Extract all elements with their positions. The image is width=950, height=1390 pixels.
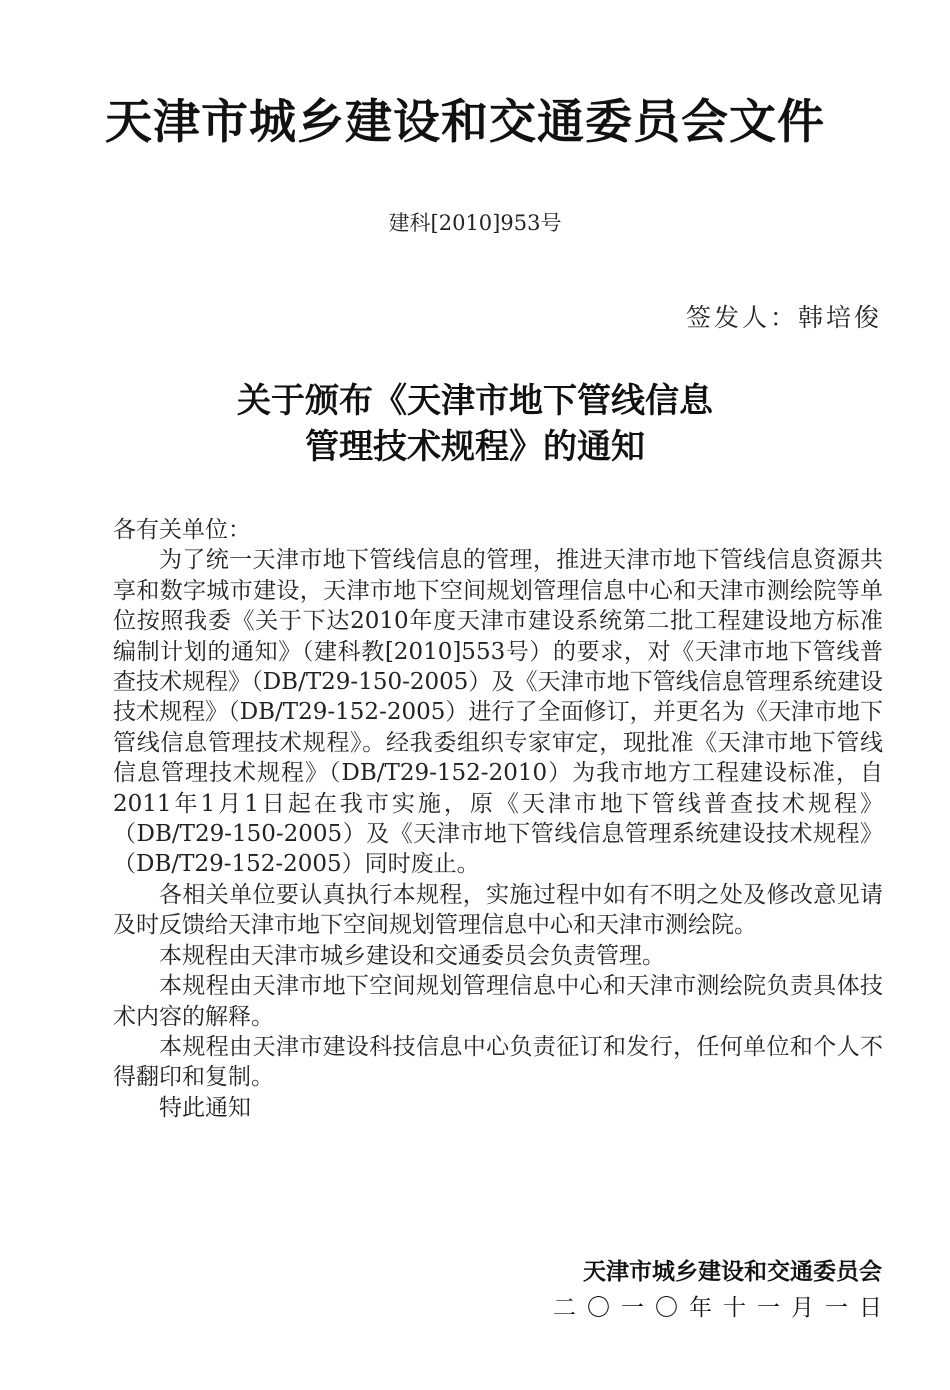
body-paragraph: 本规程由天津市地下空间规划管理信息中心和天津市测绘院负责具体技术内容的解释。: [113, 973, 883, 1030]
body-paragraph: 为了统一天津市地下管线信息的管理，推进天津市地下管线信息资源共享和数字城市建设，天津市地下空间规划管理信息中心和天津市测绘院等单位按照我委《关于下达2010年度天津市建设系统第二批工程建设地方标准编制计划的通知》（建科教[2010]553号）的要求，对《天津市地下管线普查技术规程》（DB/T29-150-2005）及《天津市地下管线信息管理系统建设技术规程》（DB/T29-152-2005）进行了全面修订，并更名为《天津市地下管线信息管理技术规程》。经我委组织专家审定，现批准《天津市地下管线信息管理技术规程》（DB/T29-152-2010）为我市地方工程建设标准，自2011年1月1日起在我市实施，原《天津市地下管线普查技术规程》（DB/T29-150-2005）及《天津市地下管线信息管理系统建设技术规程》（DB/T29-152-2005）同时废止。: [113, 547, 883, 878]
issuing-organization: 天津市城乡建设和交通委员会: [583, 1259, 882, 1285]
notice-title-line-2: 管理技术规程》的通知: [305, 427, 645, 467]
closing-block: [553, 1254, 893, 1326]
document-number: 建科[2010]953号: [388, 211, 562, 235]
issue-date: 二〇一〇年十一月一日: [553, 1295, 893, 1321]
body-paragraph: 特此通知: [159, 1094, 251, 1121]
salutation: 各有关单位：: [113, 517, 251, 543]
document-header-title: 天津市城乡建设和交通委员会文件: [105, 95, 825, 150]
notice-body: [113, 515, 883, 1123]
body-paragraph: 本规程由天津市建设科技信息中心负责征订和发行，任何单位和个人不得翻印和复制。: [113, 1033, 883, 1091]
body-paragraph: 本规程由天津市城乡建设和交通委员会负责管理。: [159, 942, 665, 969]
signer-line: 签发人：韩培俊: [685, 303, 882, 332]
notice-title-line-1: 关于颁布《天津市地下管线信息: [237, 381, 713, 421]
notice-title: [0, 378, 950, 470]
body-paragraph: 各相关单位要认真执行本规程，实施过程中如有不明之处及修改意见请及时反馈给天津市地下空间规划管理信息中心和天津市测绘院。: [113, 881, 883, 939]
